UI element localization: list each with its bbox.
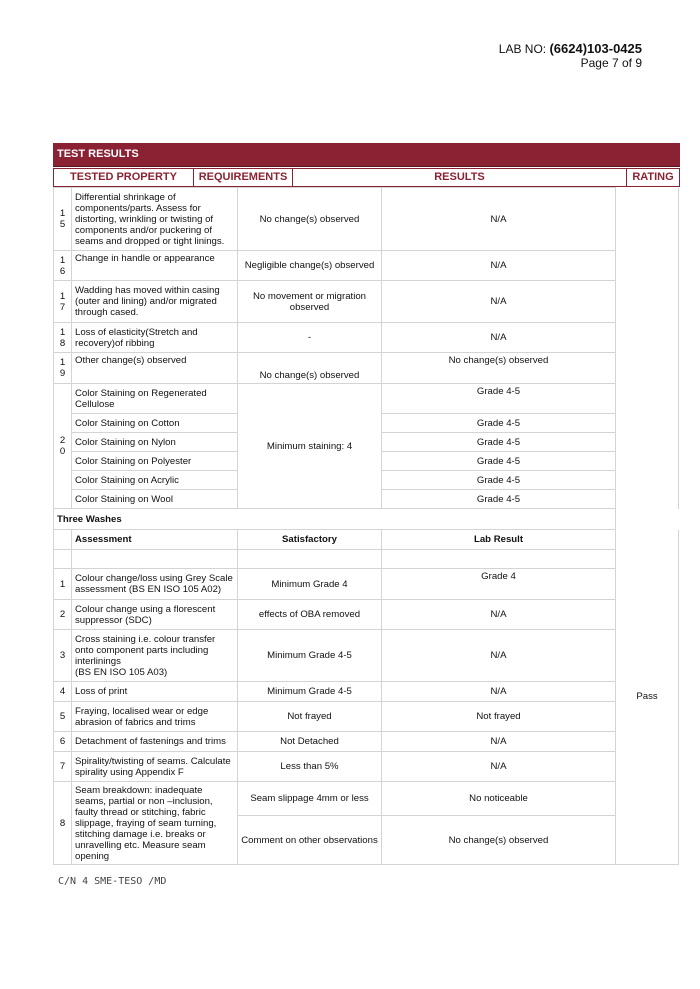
page-indicator: Page 7 of 9 [580, 56, 642, 70]
col-results: RESULTS [293, 169, 627, 186]
table-row [54, 732, 679, 752]
blank-cell [238, 550, 382, 569]
lab-result: N/A [382, 752, 616, 782]
result: Grade 4-5 [382, 414, 616, 433]
results-table [53, 187, 679, 865]
row-number: 1 5 [54, 188, 72, 251]
property-desc: Color Staining on Cotton [72, 414, 238, 433]
row-number: 1 7 [54, 281, 72, 323]
table-row [54, 600, 679, 630]
assessment-desc: Colour change using a florescent suppressor (SDC) [72, 600, 238, 630]
row-number: 7 [54, 752, 72, 782]
assessment-desc: Fraying, localised wear or edge abrasion of fabrics and trims [72, 702, 238, 732]
three-washes-row [54, 509, 679, 530]
lab-result: No change(s) observed [382, 816, 616, 865]
requirement: - [238, 323, 382, 353]
assessment-desc: Colour change/loss using Grey Scale assessment (BS EN ISO 105 A02) [72, 569, 238, 600]
col-rating: RATING [632, 171, 674, 183]
result: N/A [382, 281, 616, 323]
table-row [54, 323, 679, 353]
property-desc: Color Staining on Polyester [72, 452, 238, 471]
blank-cell [72, 550, 238, 569]
satisfactory: Not frayed [238, 702, 382, 732]
result: Grade 4-5 [382, 452, 616, 471]
satisfactory: Minimum Grade 4-5 [238, 682, 382, 702]
property-desc: Differential shrinkage of components/parts. Assess for distorting, wrinkling or twisting of components and/or puckering of seams and dropped or tight linings. [72, 188, 238, 251]
lab-result: Grade 4 [382, 569, 616, 600]
property-desc: Wadding has moved within casing (outer and lining) and/or migrated through cased. [72, 281, 238, 323]
lab-result: N/A [382, 630, 616, 682]
satisfactory: effects of OBA removed [238, 600, 382, 630]
requirement: No movement or migration observed [238, 281, 382, 323]
row-number: 1 9 [54, 353, 72, 384]
col-assessment: Assessment [72, 530, 238, 550]
col-satisfactory: Satisfactory [238, 530, 382, 550]
result: Grade 4-5 [382, 433, 616, 452]
assessment-desc: Cross staining i.e. colour transfer onto component parts including interlinings (BS EN ISO 105 A03) [72, 630, 238, 682]
lab-result: N/A [382, 600, 616, 630]
result: Grade 4-5 [382, 471, 616, 490]
table-row [54, 702, 679, 732]
col-lab-result: Lab Result [382, 530, 616, 550]
blank-cell [382, 550, 616, 569]
rating-blank [616, 188, 679, 509]
row-number: 2 [54, 600, 72, 630]
footer-code: C/N 4 SME-TESO /MD [58, 876, 167, 887]
lab-result: N/A [382, 732, 616, 752]
table-row [54, 251, 679, 281]
row-number: 8 [54, 782, 72, 865]
property-desc: Loss of elasticity(Stretch and recovery)of ribbing [72, 323, 238, 353]
three-washes-title: Three Washes [54, 509, 616, 530]
table-row [54, 188, 679, 251]
result: Grade 4-5 [382, 384, 616, 414]
result: N/A [382, 251, 616, 281]
lab-result: No noticeable [382, 782, 616, 816]
requirement: No change(s) observed [238, 353, 382, 384]
assessment-desc: Spirality/twisting of seams. Calculate spirality using Appendix F [72, 752, 238, 782]
row-number: 1 8 [54, 323, 72, 353]
satisfactory: Seam slippage 4mm or less [238, 782, 382, 816]
result: N/A [382, 323, 616, 353]
lab-result: N/A [382, 682, 616, 702]
property-desc: Color Staining on Regenerated Cellulose [72, 384, 238, 414]
lab-number-block [499, 42, 642, 70]
assessment-desc: Loss of print [72, 682, 238, 702]
row-number: 5 [54, 702, 72, 732]
requirement: Negligible change(s) observed [238, 251, 382, 281]
requirement: No change(s) observed [238, 188, 382, 251]
blank-cell [54, 530, 72, 550]
property-desc: Color Staining on Wool [72, 490, 238, 509]
column-header-row [53, 168, 680, 187]
blank-cell [54, 550, 72, 569]
row-number: 6 [54, 732, 72, 752]
row-number: 2 0 [54, 384, 72, 509]
washes-header-row [54, 530, 679, 550]
row-number: 1 6 [54, 251, 72, 281]
result: Grade 4-5 [382, 490, 616, 509]
satisfactory: Minimum Grade 4-5 [238, 630, 382, 682]
blank-row [54, 550, 679, 569]
property-desc: Color Staining on Acrylic [72, 471, 238, 490]
col-requirements: REQUIREMENTS [194, 169, 293, 186]
result: N/A [382, 188, 616, 251]
satisfactory: Not Detached [238, 732, 382, 752]
table-row [54, 384, 679, 414]
property-desc: Other change(s) observed [72, 353, 238, 384]
test-results-banner: TEST RESULTS [53, 143, 680, 167]
table-row [54, 569, 679, 600]
assessment-desc: Seam breakdown: inadequate seams, partial or non –inclusion, faulty thread or stitching, fabric slippage, fraying of seam turning, stitching damage i.e. breaks or unravelling etc. Measure seam opening [72, 782, 238, 865]
requirement: Minimum staining: 4 [238, 384, 382, 509]
table-row [54, 281, 679, 323]
lab-number: (6624)103-0425 [549, 41, 642, 56]
table-row [54, 630, 679, 682]
lab-result: Not frayed [382, 702, 616, 732]
rating-pass: Pass [616, 530, 679, 865]
assessment-desc: Detachment of fastenings and trims [72, 732, 238, 752]
result: No change(s) observed [382, 353, 616, 384]
table-row [54, 353, 679, 384]
lab-label: LAB NO: [498, 42, 547, 56]
satisfactory: Minimum Grade 4 [238, 569, 382, 600]
table-row [54, 752, 679, 782]
property-desc: Change in handle or appearance [72, 251, 238, 281]
row-number: 3 [54, 630, 72, 682]
satisfactory: Less than 5% [238, 752, 382, 782]
satisfactory: Comment on other observations [238, 816, 382, 865]
table-row [54, 782, 679, 816]
col-tested-property: TESTED PROPERTY [54, 169, 194, 186]
row-number: 4 [54, 682, 72, 702]
property-desc: Color Staining on Nylon [72, 433, 238, 452]
row-number: 1 [54, 569, 72, 600]
table-row [54, 682, 679, 702]
